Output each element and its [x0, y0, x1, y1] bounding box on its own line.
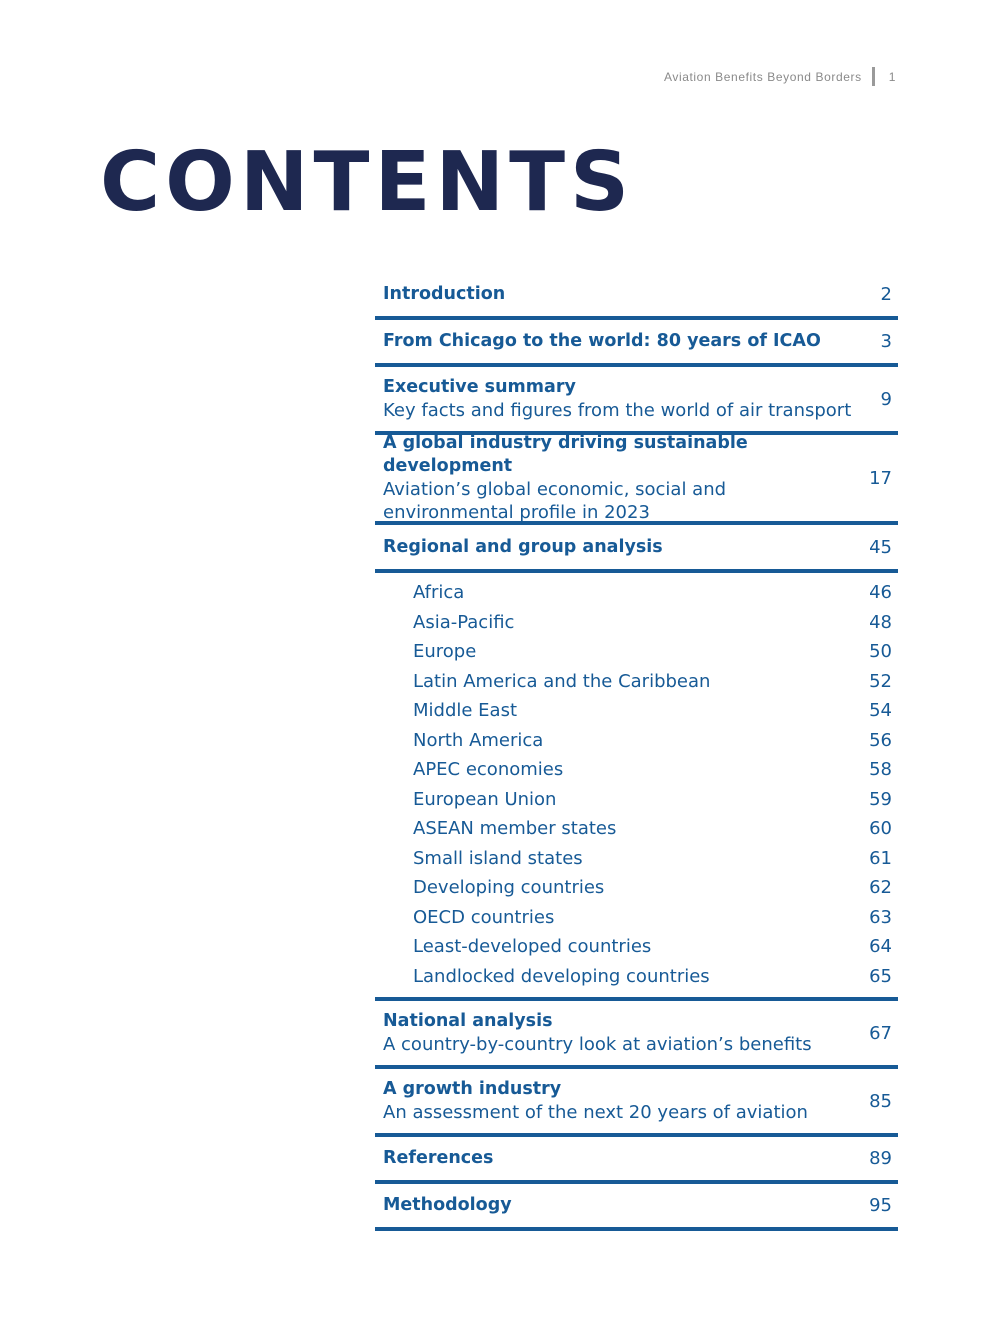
toc-subentry-label: Developing countries [413, 877, 605, 899]
publication-name: Aviation Benefits Beyond Borders [663, 69, 862, 84]
header-separator [872, 67, 875, 86]
toc-entry-page: 85 [869, 1090, 892, 1112]
toc-subentry[interactable] [375, 903, 898, 933]
toc-subentry[interactable] [375, 637, 898, 667]
toc-subentry-label: Middle East [413, 700, 518, 722]
running-header [664, 67, 896, 86]
toc-subentry-page: 58 [869, 759, 892, 781]
toc-entry-page: 89 [869, 1148, 892, 1169]
toc-subentry[interactable] [375, 608, 898, 638]
toc-entry-subtitle: Aviation’s global economic, social and environmental profile in 2023 [383, 479, 727, 523]
table-of-contents [375, 273, 898, 1231]
toc-subentry-page: 56 [869, 729, 892, 751]
toc-entry-title: Executive summary [383, 377, 576, 397]
toc-entry-subtitle: A country-by-country look at aviation’s benefits [383, 1034, 812, 1055]
toc-subentry-page: 54 [869, 700, 892, 722]
toc-subentry[interactable] [375, 726, 898, 756]
toc-subentry-label: Least-developed countries [413, 936, 652, 958]
toc-subentry[interactable] [375, 962, 898, 992]
page-title: CONTENTS [100, 135, 635, 230]
toc-subentry[interactable] [375, 932, 898, 962]
toc-subentry-label: Small island states [413, 847, 583, 869]
toc-subentry[interactable] [375, 814, 898, 844]
toc-entry-subtitle: Key facts and figures from the world of air transport [383, 400, 852, 421]
toc-subentry-page: 62 [869, 877, 892, 899]
toc-entry-methodology[interactable] [375, 1184, 898, 1231]
toc-subentry-label: Latin America and the Caribbean [413, 670, 711, 692]
toc-subentry-page: 63 [869, 906, 892, 928]
toc-subentry-page: 48 [869, 611, 892, 633]
toc-subentry-label: European Union [413, 788, 557, 810]
toc-subentry-page: 61 [869, 847, 892, 869]
toc-subentry-page: 46 [869, 582, 892, 604]
toc-entry-title: Methodology [383, 1195, 512, 1215]
toc-entry-growth-industry[interactable] [375, 1069, 898, 1137]
toc-subentry-label: Asia-Pacific [413, 611, 515, 633]
toc-subentry-page: 50 [869, 641, 892, 663]
toc-entry-title: Introduction [383, 284, 506, 304]
toc-entry-title: A global industry driving sustainable development [383, 433, 748, 476]
toc-subentry-label: Landlocked developing countries [413, 965, 710, 987]
toc-subentry[interactable] [375, 844, 898, 874]
toc-subentry-label: OECD countries [413, 906, 555, 928]
toc-subentry[interactable] [375, 696, 898, 726]
regional-subsections [375, 573, 898, 1001]
toc-subentry-label: ASEAN member states [413, 818, 617, 840]
toc-entry-page: 3 [880, 331, 892, 352]
toc-entry-regional-analysis[interactable] [375, 525, 898, 573]
toc-subentry-label: APEC economies [413, 759, 564, 781]
toc-subentry[interactable] [375, 873, 898, 903]
toc-subentry-page: 64 [869, 936, 892, 958]
toc-entry-references[interactable] [375, 1137, 898, 1184]
toc-subentry-page: 65 [869, 965, 892, 987]
toc-entry-title: Regional and group analysis [383, 536, 663, 557]
toc-entry-page: 2 [880, 284, 892, 305]
toc-entry-title: References [383, 1148, 494, 1168]
toc-entry-page: 95 [869, 1195, 892, 1216]
toc-subentry-label: Africa [413, 582, 465, 604]
toc-entry-page: 67 [869, 1022, 892, 1044]
toc-entry-page: 45 [869, 536, 892, 558]
toc-entry-executive-summary[interactable] [375, 367, 898, 435]
toc-entry-introduction[interactable] [375, 273, 898, 320]
toc-subentry-page: 59 [869, 788, 892, 810]
toc-subentry[interactable] [375, 667, 898, 697]
toc-entry-page: 9 [880, 388, 892, 410]
toc-subentry[interactable] [375, 785, 898, 815]
toc-entry-title: National analysis [383, 1011, 553, 1031]
toc-subentry-page: 60 [869, 818, 892, 840]
toc-subentry[interactable] [375, 578, 898, 608]
toc-subentry[interactable] [375, 755, 898, 785]
toc-subentry-page: 52 [869, 670, 892, 692]
toc-entry-subtitle: An assessment of the next 20 years of aviation [383, 1102, 808, 1123]
toc-subentry-label: Europe [413, 641, 477, 663]
toc-subentry-label: North America [413, 729, 544, 751]
toc-entry-chicago[interactable] [375, 320, 898, 367]
page-number: 1 [888, 69, 896, 84]
toc-entry-national-analysis[interactable] [375, 1001, 898, 1069]
toc-entry-global-industry[interactable] [375, 435, 898, 525]
toc-entry-title: From Chicago to the world: 80 years of ICAO [383, 331, 821, 351]
toc-entry-title: A growth industry [383, 1079, 562, 1099]
toc-entry-page: 17 [869, 467, 892, 489]
